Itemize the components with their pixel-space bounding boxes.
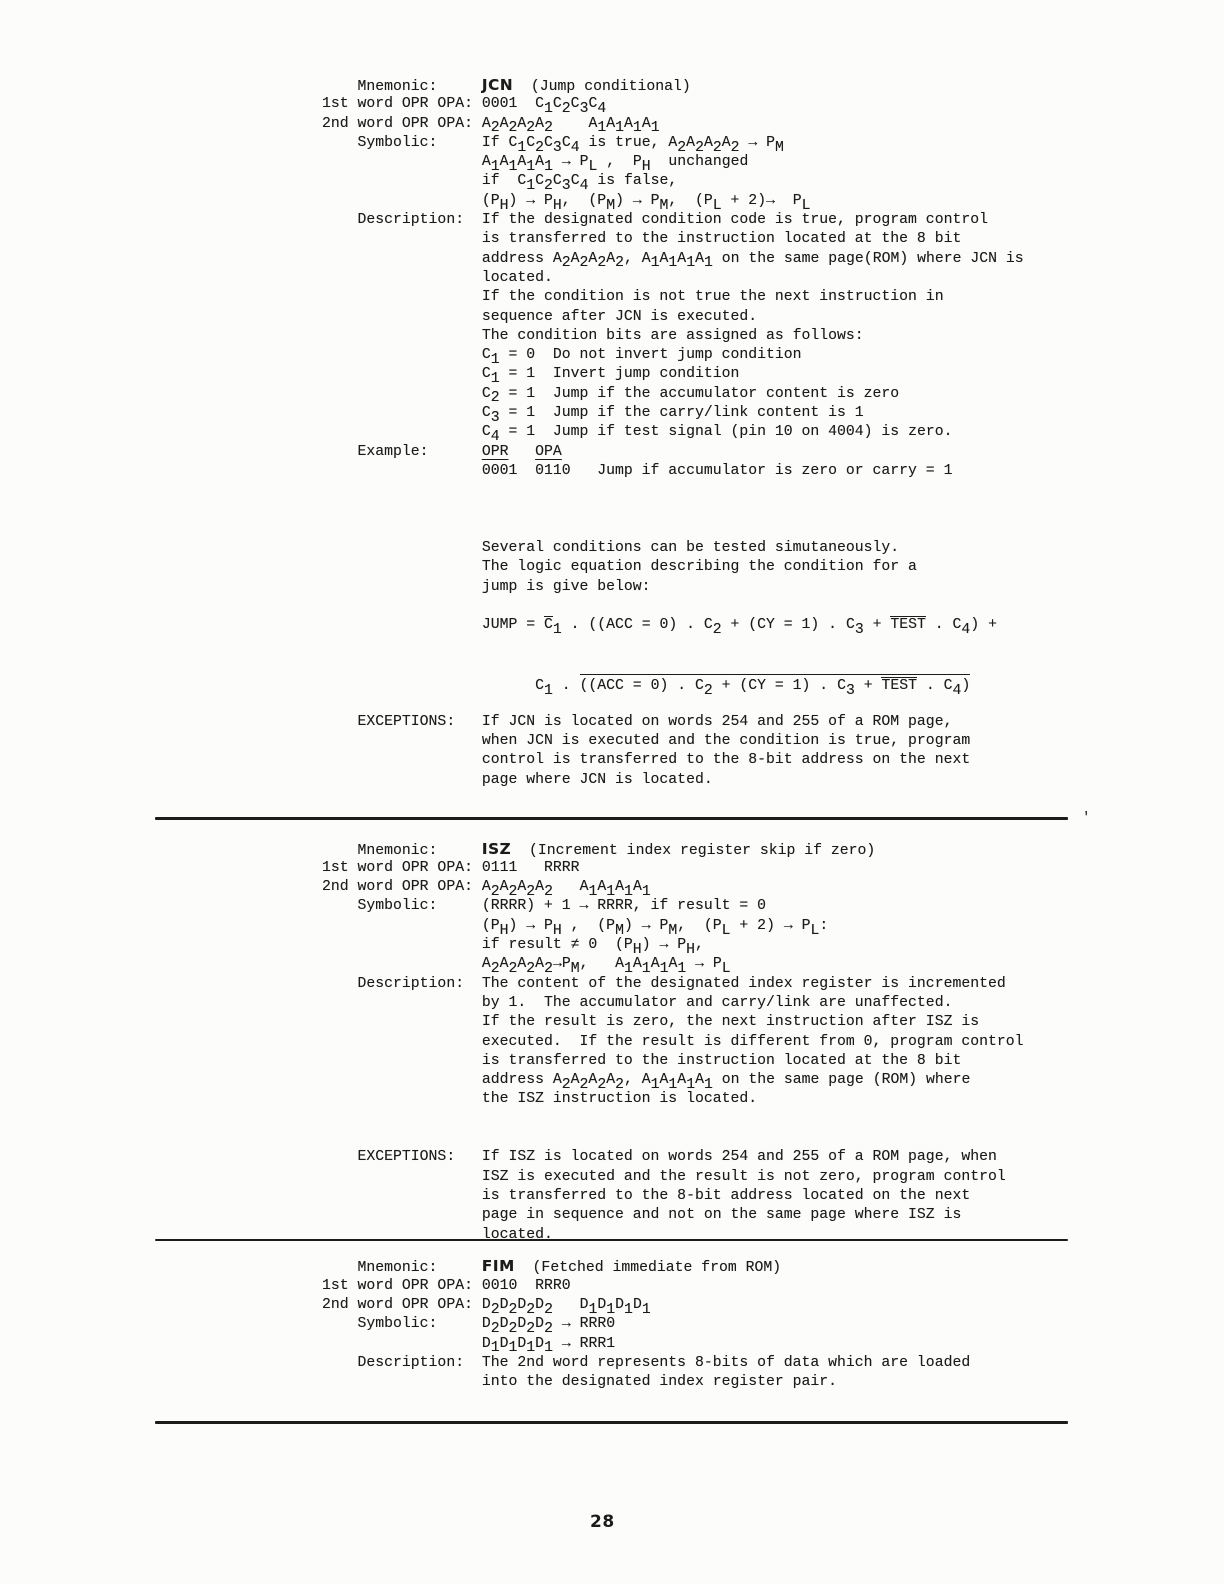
text-line: C1 = 1 Invert jump condition [322,366,740,388]
text-line: C4 = 1 Jump if test signal (pin 10 on 4004) is zero. [322,424,953,446]
text-line: A1A1A1A1 → PL , PH unchanged [322,154,749,175]
text-line: If the condition is not true the next instruction in [322,289,944,306]
text-line: JUMP = C1 . ((ACC = 0) . C2 + (CY = 1) . C3 + TEST . C4) + [322,617,997,639]
text-line: the ISZ instruction is located. [322,1091,758,1108]
text-line: when JCN is executed and the condition is true, program [322,733,971,750]
text-line: Symbolic: D2D2D2D2 → RRR0 [322,1316,616,1338]
text-line: by 1. The accumulator and carry/link are unaffected. [322,994,953,1011]
text-line: if C1C2C3C4 is false, [322,173,678,195]
text-line: The logic equation describing the condition for a [322,559,917,576]
text-line [322,694,1082,713]
text-line: is transferred to the instruction located at the 8 bit [322,231,962,248]
text-line: is transferred to the instruction located at the 8 bit [322,1052,962,1069]
text-line: Several conditions can be tested simutaneously. [322,540,900,557]
text-line: C3 = 1 Jump if the carry/link content is 1 [322,405,864,426]
text-line: Mnemonic: FIM (Fetched immediate from ROM) [322,1257,782,1277]
text-line: sequence after JCN is executed. [322,308,758,325]
text-line: D1D1D1D1 → RRR1 [322,1335,616,1357]
text-line: 2nd word OPR OPA: D2D2D2D2 D1D1D1D1 [322,1297,651,1318]
text-line [322,520,1082,539]
text-line: EXCEPTIONS: If JCN is located on words 254 and 255 of a ROM page, [322,713,953,730]
text-line: Description: The content of the designated index register is incremented [322,975,1006,992]
text-line: C1 = 0 Do not invert jump condition [322,347,802,368]
text-line: jump is give below: [322,578,651,595]
text-line [322,636,1082,655]
text-line: A2A2A2A2→PM, A1A1A1A1 → PL [322,956,731,978]
text-line: 1st word OPR OPA: 0111 RRRR [322,859,580,876]
text-line: page in sequence and not on the same page where ISZ is [322,1207,962,1224]
stray-mark: ' [1082,810,1091,826]
text-line: 1st word OPR OPA: 0001 C1C2C3C4 [322,96,607,118]
section-isz-instruction [322,840,1082,1245]
text-line: Example: OPR OPA [322,443,562,460]
text-line [322,501,1082,520]
text-line: EXCEPTIONS: If ISZ is located on words 254 and 255 of a ROM page, when [322,1149,997,1166]
text-line: 2nd word OPR OPA: A2A2A2A2 A1A1A1A1 [322,115,660,137]
text-line: located. [322,1226,553,1243]
text-line: control is transferred to the 8-bit address on the next [322,752,971,769]
text-line: executed. If the result is different from 0, program control [322,1033,1024,1050]
text-line: into the designated index register pair. [322,1374,838,1391]
text-line: is transferred to the 8-bit address located on the next [322,1187,971,1204]
text-line: 2nd word OPR OPA: A2A2A2A2 A1A1A1A1 [322,879,651,900]
text-line: address A2A2A2A2, A1A1A1A1 on the same page (ROM) where [322,1072,971,1093]
section-divider [155,1421,1068,1424]
text-line: Symbolic: If C1C2C3C4 is true, A2A2A2A2 → PM [322,134,784,156]
text-line [322,655,1082,674]
text-line: address A2A2A2A2, A1A1A1A1 on the same page(ROM) where JCN is [322,250,1024,272]
text-line: Mnemonic: JCN (Jump conditional) [322,76,691,95]
text-line: 1st word OPR OPA: 0010 RRR0 [322,1277,571,1294]
text-line: (PH) → PH , (PM) → PM, (PL + 2) → PL: [322,917,829,939]
text-line [322,597,1082,616]
text-line: Description: The 2nd word represents 8-bits of data which are loaded [322,1354,971,1371]
text-line: Description: If the designated condition code is true, program control [322,212,988,229]
text-line: The condition bits are assigned as follows: [322,327,864,344]
section-fim-instruction [322,1257,1082,1392]
text-line [322,1110,1082,1129]
document-body [322,76,1082,1532]
text-line: Mnemonic: ISZ (Increment index register skip if zero) [322,839,876,859]
text-line: Symbolic: (RRRR) + 1 → RRRR, if result = 0 [322,898,766,915]
text-line: ISZ is executed and the result is not zero, program control [322,1168,1006,1185]
section-jcn-instruction [322,76,1082,790]
text-line: page where JCN is located. [322,771,713,788]
page-number: 28 [590,1512,615,1533]
section-divider [155,817,1068,820]
text-line: 0001 0110 Jump if accumulator is zero or carry = 1 [322,462,953,479]
text-line: C2 = 1 Jump if the accumulator content is zero [322,385,900,407]
text-line [322,481,1082,500]
text-line: (PH) → PH, (PM) → PM, (PL + 2)→ PL [322,192,811,214]
text-line: If the result is zero, the next instruction after ISZ is [322,1014,980,1031]
text-line [322,1129,1082,1148]
text-line: if result ≠ 0 (PH) → PH, [322,937,704,958]
text-line: C1 . ((ACC = 0) . C2 + (CY = 1) . C3 + TEST . C4) [322,674,1082,693]
text-line: located. [322,269,553,286]
